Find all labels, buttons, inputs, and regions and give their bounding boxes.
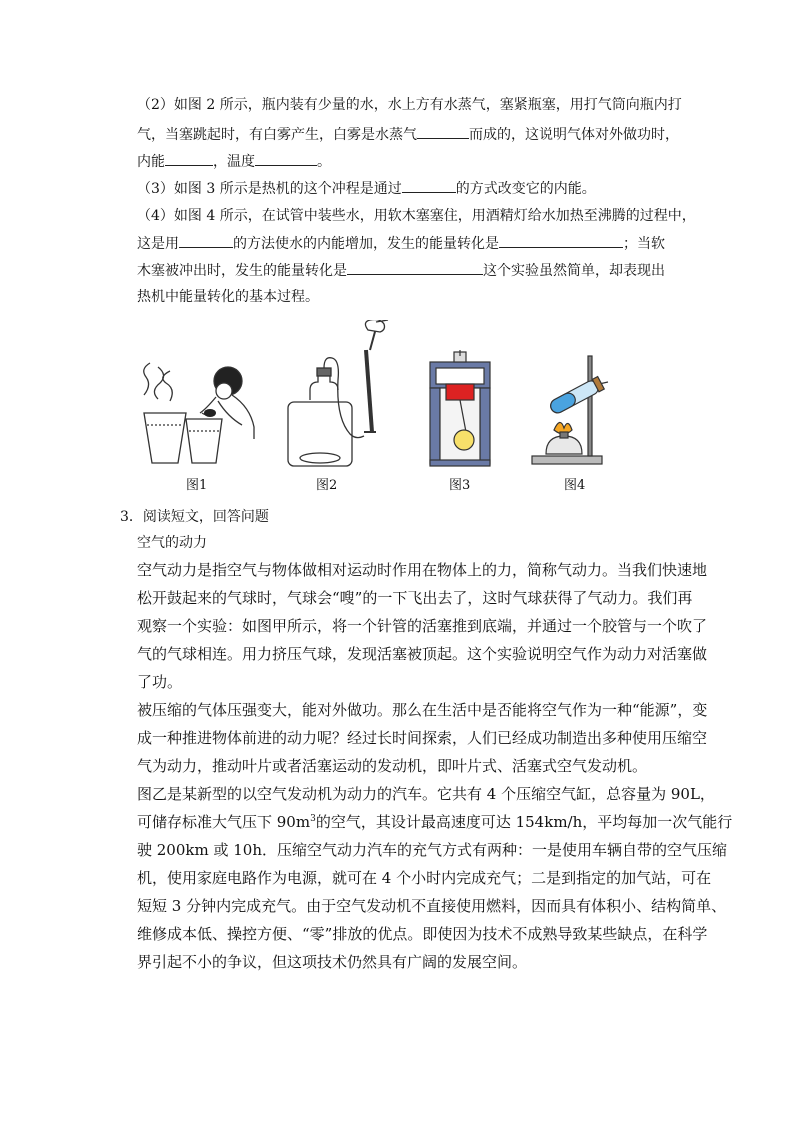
q2-item4-line2 xyxy=(137,233,665,254)
answer-blank-3[interactable] xyxy=(255,151,317,166)
q3-p3-line-6: 维修成本低、操控方便、“零”排放的优点。即使因为技术不成熟导致某些缺点，在科学 xyxy=(137,925,708,943)
q3-p3-line-1: 图乙是某新型的以空气发动机为动力的汽车。它共有 4 个压缩空气缸，总容量为 90L， xyxy=(137,785,715,803)
q3-p3-line-2 xyxy=(137,812,732,832)
answer-blank-5[interactable] xyxy=(179,233,233,248)
q2-item2-line2 xyxy=(137,124,679,145)
q2-item4-text-a: 这是用 xyxy=(137,236,179,252)
q3-p3-line-2-a: 可储存标准大气压下 90m xyxy=(137,813,311,831)
q3-p1-line-2: 松开鼓起来的气球时，气球会“嗖”的一下飞出去了，这时气球获得了气动力。我们再 xyxy=(137,589,693,607)
q2-item4-line1: （4）如图 4 所示，在试管中装些水，用软木塞塞住，用酒精灯给水加热至沸腾的过程中， xyxy=(137,208,696,224)
figure-3-caption: 图3 xyxy=(449,478,471,493)
answer-blank-1[interactable] xyxy=(417,124,469,139)
q3-p2-line-2: 成一种推进物体前进的动力呢？经过长时间探索，人们已经成功制造出多种使用压缩空 xyxy=(137,729,708,747)
figure-1-illustration xyxy=(132,355,262,470)
figure-2-illustration xyxy=(280,320,400,470)
q2-item3-text-b: 的方式改变它的内能。 xyxy=(455,181,596,197)
answer-blank-6[interactable] xyxy=(499,233,623,248)
figure-4-illustration xyxy=(528,352,618,468)
q2-item2-line1: （2）如图 2 所示，瓶内装有少量的水，水上方有水蒸气，塞紧瓶塞，用打气筒向瓶内打 xyxy=(137,97,682,113)
figure-1-caption: 图1 xyxy=(186,478,208,493)
answer-blank-2[interactable] xyxy=(165,151,213,166)
q2-item2-line3 xyxy=(137,151,331,172)
q3-p2-line-1: 被压缩的气体压强变大，能对外做功。那么在生活中是否能将空气作为一种“能源”，变 xyxy=(137,701,708,719)
q3-p3-line-7: 界引起不小的争议，但这项技术仍然具有广阔的发展空间。 xyxy=(137,953,528,971)
q3-title: 空气的动力 xyxy=(137,535,207,551)
q2-item2-text-d: ，温度 xyxy=(213,154,255,170)
q2-item2-text-b: 而成的，这说明气体对外做功时， xyxy=(469,127,679,143)
q3-p3-line-2-b: 的空气，其设计最高速度可达 154km/h，平均每加一次气能行 xyxy=(315,813,733,831)
figure-4-caption: 图4 xyxy=(564,478,586,493)
q2-item4-line4: 热机中能量转化的基本过程。 xyxy=(137,289,319,305)
q2-item2-text-a: 气，当塞跳起时，有白雾产生，白雾是水蒸气 xyxy=(137,127,417,143)
q2-item3-line xyxy=(137,178,596,199)
q3-p1-line-3: 观察一个实验：如图甲所示，将一个针管的活塞推到底端，并通过一个胶管与一个吹了 xyxy=(137,617,708,635)
answer-blank-7[interactable] xyxy=(347,260,483,275)
q2-item4-text-c: ；当软 xyxy=(623,236,665,252)
answer-blank-4[interactable] xyxy=(402,178,456,193)
q3-heading: 3．阅读短文，回答问题 xyxy=(120,509,269,525)
q2-item3-text-a: （3）如图 3 所示是热机的这个冲程是通过 xyxy=(137,181,402,197)
q3-p3-line-3: 驶 200km 或 10h．压缩空气动力汽车的充气方式有两种：一是使用车辆自带的空气压缩 xyxy=(137,841,727,859)
q3-p2-line-3: 气为动力，推动叶片或者活塞运动的发动机，即叶片式、活塞式空气发动机。 xyxy=(137,757,648,775)
q3-p1-line-1: 空气动力是指空气与物体做相对运动时作用在物体上的力，简称气动力。当我们快速地 xyxy=(137,561,708,579)
q3-p1-line-5: 了功。 xyxy=(137,673,183,691)
q2-item4-text-b: 的方法使水的内能增加，发生的能量转化是 xyxy=(233,236,499,252)
q2-item4-text-e: 这个实验虽然简单，却表现出 xyxy=(483,263,665,279)
q3-p3-line-5: 短短 3 分钟内完成充气。由于空气发动机不直接使用燃料，因而具有体积小、结构简单、 xyxy=(137,897,727,915)
figure-2-caption: 图2 xyxy=(316,478,338,493)
q3-p3-superscript: 3 xyxy=(310,814,316,824)
figure-3-illustration xyxy=(424,350,496,468)
q2-item4-line3 xyxy=(137,260,665,281)
q2-item4-text-d: 木塞被冲出时，发生的能量转化是 xyxy=(137,263,347,279)
q3-p3-line-4: 机，使用家庭电路作为电源，就可在 4 个小时内完成充气；二是到指定的加气站，可在 xyxy=(137,869,712,887)
q2-item2-text-e: 。 xyxy=(317,154,331,170)
q2-item2-text-c: 内能 xyxy=(137,154,165,170)
q3-p1-line-4: 气的气球相连。用力挤压气球，发现活塞被顶起。这个实验说明空气作为动力对活塞做 xyxy=(137,645,708,663)
